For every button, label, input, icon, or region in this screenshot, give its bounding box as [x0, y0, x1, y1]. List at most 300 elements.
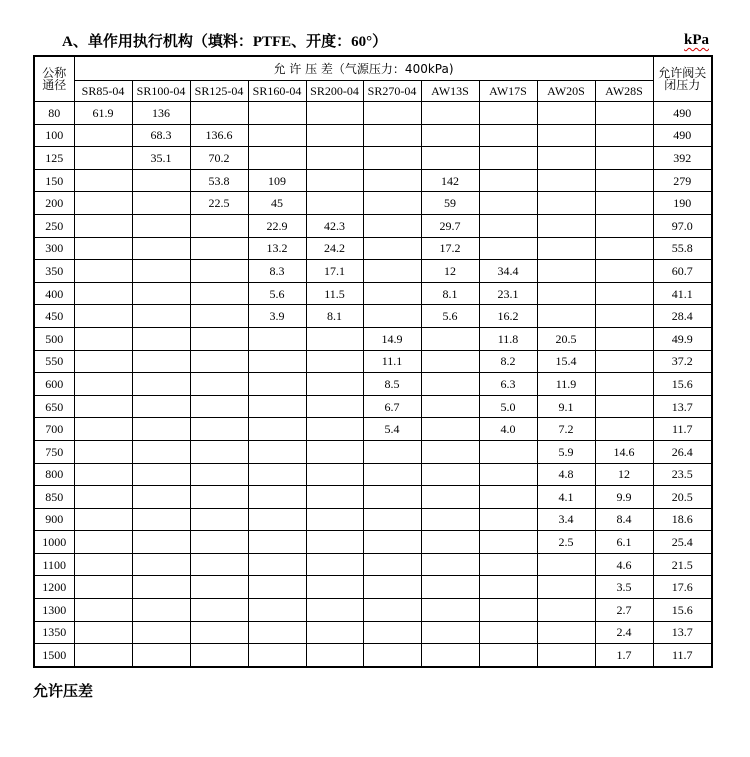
pressure-value-cell: [306, 124, 363, 147]
pressure-value-cell: [479, 531, 537, 554]
shutoff-pressure-cell: 28.4: [653, 305, 712, 328]
shutoff-pressure-cell: 17.6: [653, 576, 712, 599]
pressure-value-cell: [479, 169, 537, 192]
nominal-diameter-cell: 550: [34, 350, 74, 373]
pressure-value-cell: [595, 418, 653, 441]
pressure-value-cell: [537, 214, 595, 237]
shutoff-pressure-cell: 490: [653, 124, 712, 147]
pressure-value-cell: [595, 169, 653, 192]
shutoff-pressure-cell: 60.7: [653, 260, 712, 283]
table-row: [34, 599, 712, 622]
pressure-value-cell: 14.6: [595, 440, 653, 463]
pressure-value-cell: [479, 237, 537, 260]
table-row: [34, 440, 712, 463]
table-row: [34, 531, 712, 554]
pressure-value-cell: [132, 576, 190, 599]
pressure-value-cell: [190, 644, 248, 667]
pressure-value-cell: [132, 214, 190, 237]
shutoff-pressure-cell: 49.9: [653, 327, 712, 350]
pressure-value-cell: 12: [595, 463, 653, 486]
pressure-value-cell: [479, 599, 537, 622]
pressure-value-cell: [74, 531, 132, 554]
pressure-value-cell: [595, 395, 653, 418]
pressure-value-cell: [132, 463, 190, 486]
pressure-value-cell: [306, 350, 363, 373]
pressure-value-cell: [74, 169, 132, 192]
pressure-value-cell: 16.2: [479, 305, 537, 328]
pressure-value-cell: [595, 350, 653, 373]
shutoff-pressure-cell: 15.6: [653, 599, 712, 622]
pressure-value-cell: 14.9: [363, 327, 421, 350]
pressure-value-cell: 2.7: [595, 599, 653, 622]
pressure-value-cell: [190, 576, 248, 599]
pressure-value-cell: 42.3: [306, 214, 363, 237]
table-row: [34, 486, 712, 509]
pressure-value-cell: [479, 463, 537, 486]
pressure-value-cell: [190, 621, 248, 644]
pressure-value-cell: [421, 644, 479, 667]
pressure-value-cell: 136: [132, 102, 190, 125]
pressure-value-cell: [363, 214, 421, 237]
pressure-value-cell: 5.6: [248, 282, 306, 305]
pressure-value-cell: [306, 373, 363, 396]
table-row: [34, 192, 712, 215]
header-allowable-diff-pressure: 允 许 压 差（气源压力：400kPa): [74, 56, 653, 81]
pressure-value-cell: [306, 486, 363, 509]
pressure-value-cell: [248, 350, 306, 373]
pressure-value-cell: [132, 486, 190, 509]
pressure-value-cell: [363, 260, 421, 283]
pressure-value-cell: [190, 350, 248, 373]
nominal-diameter-cell: 700: [34, 418, 74, 441]
pressure-table: [33, 55, 713, 668]
pressure-value-cell: [74, 576, 132, 599]
pressure-value-cell: [248, 621, 306, 644]
header-model-sr125-04: SR125-04: [190, 81, 248, 102]
pressure-value-cell: [595, 282, 653, 305]
pressure-value-cell: [190, 395, 248, 418]
pressure-value-cell: 9.1: [537, 395, 595, 418]
pressure-value-cell: [190, 373, 248, 396]
pressure-value-cell: [479, 621, 537, 644]
nominal-diameter-cell: 1500: [34, 644, 74, 667]
pressure-value-cell: [306, 576, 363, 599]
pressure-value-cell: 17.1: [306, 260, 363, 283]
pressure-value-cell: [421, 486, 479, 509]
pressure-value-cell: 45: [248, 192, 306, 215]
pressure-value-cell: 22.9: [248, 214, 306, 237]
pressure-value-cell: [248, 124, 306, 147]
pressure-value-cell: [132, 305, 190, 328]
pressure-value-cell: [421, 508, 479, 531]
pressure-value-cell: [74, 305, 132, 328]
shutoff-pressure-cell: 190: [653, 192, 712, 215]
shutoff-pressure-cell: 37.2: [653, 350, 712, 373]
header-model-sr85-04: SR85-04: [74, 81, 132, 102]
pressure-value-cell: 3.5: [595, 576, 653, 599]
pressure-value-cell: [248, 418, 306, 441]
pressure-value-cell: 5.9: [537, 440, 595, 463]
pressure-value-cell: [595, 373, 653, 396]
pressure-value-cell: [248, 644, 306, 667]
pressure-value-cell: 24.2: [306, 237, 363, 260]
nominal-diameter-cell: 1300: [34, 599, 74, 622]
pressure-value-cell: 109: [248, 169, 306, 192]
nominal-diameter-cell: 400: [34, 282, 74, 305]
footer-label: 允许压差: [33, 682, 94, 700]
pressure-value-cell: [537, 102, 595, 125]
nominal-diameter-cell: 1100: [34, 553, 74, 576]
pressure-value-cell: [537, 553, 595, 576]
pressure-value-cell: [363, 576, 421, 599]
pressure-value-cell: [248, 576, 306, 599]
table-row: [34, 463, 712, 486]
pressure-value-cell: [479, 644, 537, 667]
pressure-value-cell: [537, 169, 595, 192]
pressure-value-cell: 8.1: [306, 305, 363, 328]
pressure-value-cell: [537, 621, 595, 644]
header-model-sr100-04: SR100-04: [132, 81, 190, 102]
pressure-value-cell: [74, 282, 132, 305]
pressure-value-cell: [479, 214, 537, 237]
nominal-diameter-cell: 1000: [34, 531, 74, 554]
pressure-value-cell: [537, 124, 595, 147]
pressure-value-cell: [595, 237, 653, 260]
pressure-value-cell: [132, 508, 190, 531]
pressure-value-cell: 142: [421, 169, 479, 192]
pressure-value-cell: [248, 508, 306, 531]
pressure-value-cell: 136.6: [190, 124, 248, 147]
pressure-value-cell: 6.1: [595, 531, 653, 554]
header-model-aw17s: AW17S: [479, 81, 537, 102]
pressure-value-cell: [306, 327, 363, 350]
pressure-value-cell: 6.7: [363, 395, 421, 418]
pressure-value-cell: [132, 418, 190, 441]
table-row: [34, 169, 712, 192]
pressure-value-cell: [306, 621, 363, 644]
table-row: [34, 237, 712, 260]
pressure-value-cell: [537, 147, 595, 170]
pressure-value-cell: [421, 621, 479, 644]
pressure-value-cell: [190, 327, 248, 350]
nominal-diameter-cell: 125: [34, 147, 74, 170]
pressure-value-cell: [132, 373, 190, 396]
nominal-diameter-cell: 900: [34, 508, 74, 531]
shutoff-pressure-cell: 23.5: [653, 463, 712, 486]
pressure-value-cell: [421, 418, 479, 441]
table-row: [34, 327, 712, 350]
pressure-value-cell: [248, 327, 306, 350]
pressure-value-cell: 59: [421, 192, 479, 215]
pressure-value-cell: [363, 124, 421, 147]
pressure-value-cell: 2.5: [537, 531, 595, 554]
pressure-value-cell: [537, 599, 595, 622]
header-nominal-diameter-line2: 通径: [42, 78, 67, 92]
pressure-value-cell: [190, 237, 248, 260]
pressure-value-cell: [132, 599, 190, 622]
table-row: [34, 102, 712, 125]
table-title: A、单作用执行机构（填料：PTFE、开度：60°）: [62, 34, 388, 50]
pressure-value-cell: [248, 373, 306, 396]
pressure-value-cell: 3.9: [248, 305, 306, 328]
pressure-value-cell: 11.5: [306, 282, 363, 305]
pressure-value-cell: 29.7: [421, 214, 479, 237]
nominal-diameter-cell: 450: [34, 305, 74, 328]
nominal-diameter-cell: 100: [34, 124, 74, 147]
pressure-value-cell: [190, 508, 248, 531]
nominal-diameter-cell: 250: [34, 214, 74, 237]
header-model-sr200-04: SR200-04: [306, 81, 363, 102]
pressure-value-cell: [479, 440, 537, 463]
table-row: [34, 350, 712, 373]
pressure-value-cell: [363, 553, 421, 576]
pressure-value-cell: [479, 192, 537, 215]
pressure-value-cell: [132, 260, 190, 283]
pressure-value-cell: [421, 147, 479, 170]
shutoff-pressure-cell: 25.4: [653, 531, 712, 554]
pressure-value-cell: [479, 576, 537, 599]
pressure-value-cell: 34.4: [479, 260, 537, 283]
pressure-value-cell: [363, 282, 421, 305]
nominal-diameter-cell: 600: [34, 373, 74, 396]
pressure-value-cell: 8.5: [363, 373, 421, 396]
pressure-value-cell: [248, 395, 306, 418]
nominal-diameter-cell: 300: [34, 237, 74, 260]
pressure-value-cell: 13.2: [248, 237, 306, 260]
nominal-diameter-cell: 200: [34, 192, 74, 215]
pressure-value-cell: [363, 644, 421, 667]
pressure-value-cell: [421, 576, 479, 599]
pressure-value-cell: [190, 463, 248, 486]
pressure-value-cell: [421, 599, 479, 622]
pressure-value-cell: [132, 327, 190, 350]
pressure-value-cell: [363, 147, 421, 170]
pressure-value-cell: [132, 169, 190, 192]
shutoff-pressure-cell: 279: [653, 169, 712, 192]
pressure-value-cell: [132, 395, 190, 418]
table-row: [34, 621, 712, 644]
pressure-value-cell: [74, 621, 132, 644]
pressure-value-cell: [306, 169, 363, 192]
pressure-value-cell: [190, 418, 248, 441]
table-row: [34, 553, 712, 576]
pressure-value-cell: [74, 644, 132, 667]
pressure-value-cell: [595, 214, 653, 237]
header-nominal-diameter: [34, 56, 74, 102]
pressure-value-cell: [190, 553, 248, 576]
pressure-value-cell: [190, 260, 248, 283]
pressure-value-cell: [132, 350, 190, 373]
pressure-value-cell: [537, 237, 595, 260]
pressure-value-cell: [421, 373, 479, 396]
pressure-value-cell: [537, 192, 595, 215]
pressure-value-cell: [306, 440, 363, 463]
pressure-value-cell: [132, 440, 190, 463]
pressure-value-cell: [421, 350, 479, 373]
pressure-value-cell: [479, 102, 537, 125]
nominal-diameter-cell: 80: [34, 102, 74, 125]
pressure-value-cell: [306, 508, 363, 531]
pressure-value-cell: [595, 260, 653, 283]
table-row: [34, 282, 712, 305]
pressure-value-cell: [74, 350, 132, 373]
pressure-value-cell: [537, 305, 595, 328]
pressure-value-cell: 9.9: [595, 486, 653, 509]
nominal-diameter-cell: 500: [34, 327, 74, 350]
pressure-value-cell: [363, 305, 421, 328]
pressure-value-cell: [363, 440, 421, 463]
shutoff-pressure-cell: 15.6: [653, 373, 712, 396]
table-row: [34, 644, 712, 667]
pressure-value-cell: 11.1: [363, 350, 421, 373]
pressure-value-cell: [74, 373, 132, 396]
pressure-value-cell: [363, 599, 421, 622]
pressure-value-cell: [479, 486, 537, 509]
table-row: [34, 373, 712, 396]
pressure-value-cell: [190, 599, 248, 622]
pressure-value-cell: [479, 553, 537, 576]
pressure-value-cell: [421, 531, 479, 554]
nominal-diameter-cell: 350: [34, 260, 74, 283]
pressure-value-cell: [248, 553, 306, 576]
pressure-value-cell: 8.3: [248, 260, 306, 283]
pressure-value-cell: 5.4: [363, 418, 421, 441]
pressure-value-cell: [595, 124, 653, 147]
pressure-value-cell: [363, 463, 421, 486]
pressure-value-cell: [74, 147, 132, 170]
pressure-value-cell: [479, 147, 537, 170]
pressure-value-cell: [306, 418, 363, 441]
pressure-value-cell: [132, 553, 190, 576]
nominal-diameter-cell: 150: [34, 169, 74, 192]
pressure-value-cell: [595, 192, 653, 215]
pressure-value-cell: 23.1: [479, 282, 537, 305]
pressure-value-cell: [363, 102, 421, 125]
nominal-diameter-cell: 800: [34, 463, 74, 486]
nominal-diameter-cell: 1200: [34, 576, 74, 599]
shutoff-pressure-cell: 11.7: [653, 418, 712, 441]
shutoff-pressure-cell: 20.5: [653, 486, 712, 509]
pressure-value-cell: [132, 192, 190, 215]
pressure-value-cell: 4.1: [537, 486, 595, 509]
pressure-value-cell: [132, 621, 190, 644]
shutoff-pressure-cell: 11.7: [653, 644, 712, 667]
pressure-value-cell: [421, 124, 479, 147]
pressure-value-cell: [363, 621, 421, 644]
pressure-value-cell: 8.2: [479, 350, 537, 373]
pressure-value-cell: [363, 486, 421, 509]
pressure-value-cell: [74, 395, 132, 418]
pressure-value-cell: 6.3: [479, 373, 537, 396]
table-row: [34, 260, 712, 283]
pressure-value-cell: 15.4: [537, 350, 595, 373]
pressure-value-cell: [190, 531, 248, 554]
pressure-value-cell: [248, 463, 306, 486]
pressure-value-cell: [306, 553, 363, 576]
pressure-value-cell: [74, 260, 132, 283]
pressure-value-cell: 4.6: [595, 553, 653, 576]
pressure-value-cell: [306, 147, 363, 170]
pressure-value-cell: [248, 147, 306, 170]
pressure-value-cell: [132, 237, 190, 260]
pressure-value-cell: 5.0: [479, 395, 537, 418]
pressure-value-cell: [74, 508, 132, 531]
pressure-value-cell: 3.4: [537, 508, 595, 531]
pressure-value-cell: [306, 192, 363, 215]
pressure-value-cell: 7.2: [537, 418, 595, 441]
nominal-diameter-cell: 650: [34, 395, 74, 418]
pressure-value-cell: 5.6: [421, 305, 479, 328]
pressure-value-cell: 20.5: [537, 327, 595, 350]
shutoff-pressure-cell: 18.6: [653, 508, 712, 531]
pressure-value-cell: [190, 102, 248, 125]
pressure-value-cell: [363, 169, 421, 192]
pressure-value-cell: [479, 124, 537, 147]
pressure-value-cell: [190, 305, 248, 328]
pressure-value-cell: [74, 124, 132, 147]
pressure-value-cell: [595, 305, 653, 328]
pressure-value-cell: [190, 214, 248, 237]
pressure-value-cell: [74, 486, 132, 509]
pressure-value-cell: 8.1: [421, 282, 479, 305]
pressure-value-cell: [132, 282, 190, 305]
pressure-value-cell: [74, 463, 132, 486]
pressure-value-cell: 22.5: [190, 192, 248, 215]
pressure-value-cell: [248, 531, 306, 554]
pressure-value-cell: [306, 395, 363, 418]
pressure-value-cell: [595, 327, 653, 350]
pressure-value-cell: [74, 327, 132, 350]
pressure-value-cell: [306, 599, 363, 622]
pressure-value-cell: [306, 531, 363, 554]
pressure-value-cell: [306, 102, 363, 125]
table-row: [34, 147, 712, 170]
pressure-value-cell: [132, 644, 190, 667]
pressure-value-cell: [248, 440, 306, 463]
pressure-value-cell: [248, 599, 306, 622]
pressure-value-cell: [537, 576, 595, 599]
shutoff-pressure-cell: 13.7: [653, 395, 712, 418]
table-row: [34, 214, 712, 237]
pressure-value-cell: [74, 440, 132, 463]
pressure-value-cell: [190, 282, 248, 305]
pressure-value-cell: 11.9: [537, 373, 595, 396]
pressure-value-cell: 17.2: [421, 237, 479, 260]
table-row: [34, 395, 712, 418]
pressure-value-cell: [74, 553, 132, 576]
header-model-aw13s: AW13S: [421, 81, 479, 102]
header-model-aw20s: AW20S: [537, 81, 595, 102]
pressure-value-cell: [479, 508, 537, 531]
shutoff-pressure-cell: 55.8: [653, 237, 712, 260]
header-shutoff-line2: 闭压力: [664, 78, 701, 92]
pressure-value-cell: 35.1: [132, 147, 190, 170]
pressure-value-cell: [74, 237, 132, 260]
pressure-value-cell: [306, 644, 363, 667]
pressure-value-cell: [74, 599, 132, 622]
pressure-value-cell: 11.8: [479, 327, 537, 350]
shutoff-pressure-cell: 13.7: [653, 621, 712, 644]
pressure-value-cell: [595, 147, 653, 170]
pressure-value-cell: [132, 531, 190, 554]
table-row: [34, 418, 712, 441]
header-nominal-diameter-line1: 公称: [42, 66, 67, 80]
pressure-value-cell: [421, 463, 479, 486]
pressure-value-cell: [421, 440, 479, 463]
pressure-value-cell: [363, 192, 421, 215]
pressure-value-cell: [248, 102, 306, 125]
pressure-value-cell: [421, 395, 479, 418]
